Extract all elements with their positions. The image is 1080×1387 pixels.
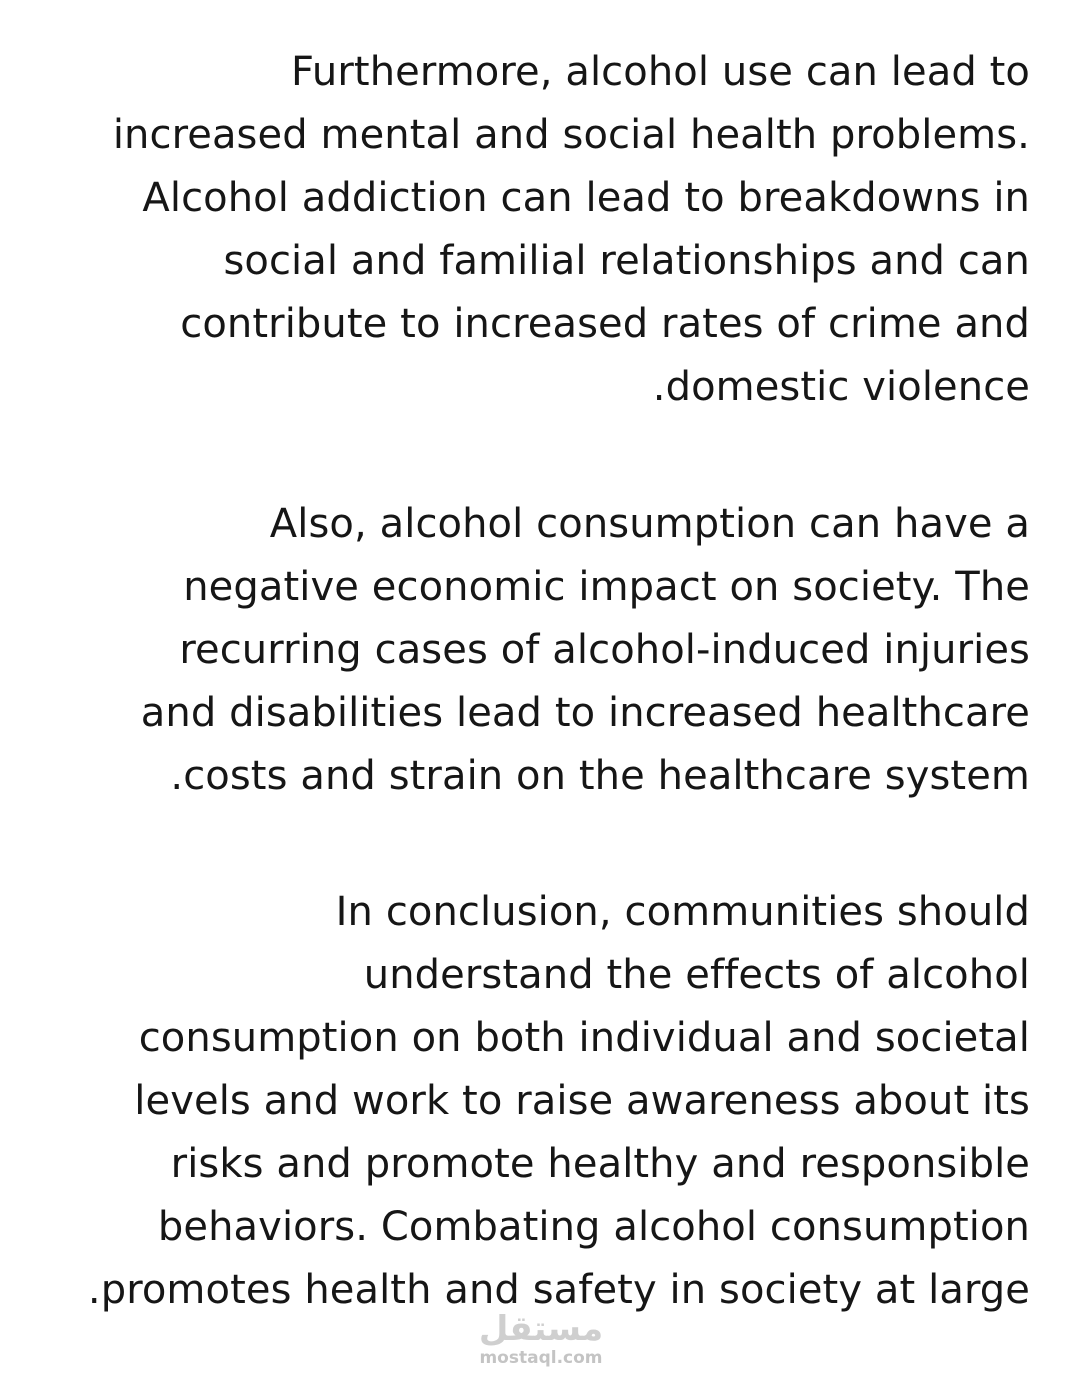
- text-line: increased mental and social health problems.: [112, 112, 1030, 158]
- text-line: In conclusion, communities should: [335, 889, 1030, 935]
- watermark-latin-text: mostaql.com: [479, 1348, 603, 1368]
- text-line: social and familial relationships and can: [223, 238, 1030, 284]
- paragraph-conclusion: [88, 881, 1030, 1322]
- text-line: Furthermore, alcohol use can lead to: [291, 49, 1030, 95]
- text-line: .domestic violence: [652, 364, 1030, 410]
- text-line: levels and work to raise awareness about its: [134, 1078, 1030, 1124]
- text-line: Also, alcohol consumption can have a: [269, 501, 1030, 547]
- watermark-arabic-text: مستقل: [478, 1309, 604, 1349]
- paragraph-mental-social-health: [113, 41, 1030, 419]
- text-line: .costs and strain on the healthcare system: [170, 753, 1030, 799]
- text-line: .promotes health and safety in society at large: [87, 1267, 1030, 1313]
- text-line: and disabilities lead to increased healthcare: [140, 690, 1030, 736]
- text-line: risks and promote healthy and responsible: [170, 1141, 1030, 1187]
- mostaql-watermark: [466, 1310, 616, 1380]
- text-line: understand the effects of alcohol: [363, 952, 1030, 998]
- text-line: negative economic impact on society. The: [183, 564, 1030, 610]
- paragraph-economic-impact: [141, 493, 1030, 808]
- text-line: consumption on both individual and societal: [138, 1015, 1030, 1061]
- text-line: recurring cases of alcohol-induced injuries: [179, 627, 1030, 673]
- text-line: behaviors. Combating alcohol consumption: [157, 1204, 1030, 1250]
- text-line: Alcohol addiction can lead to breakdowns in: [142, 175, 1030, 221]
- text-line: contribute to increased rates of crime and: [180, 301, 1030, 347]
